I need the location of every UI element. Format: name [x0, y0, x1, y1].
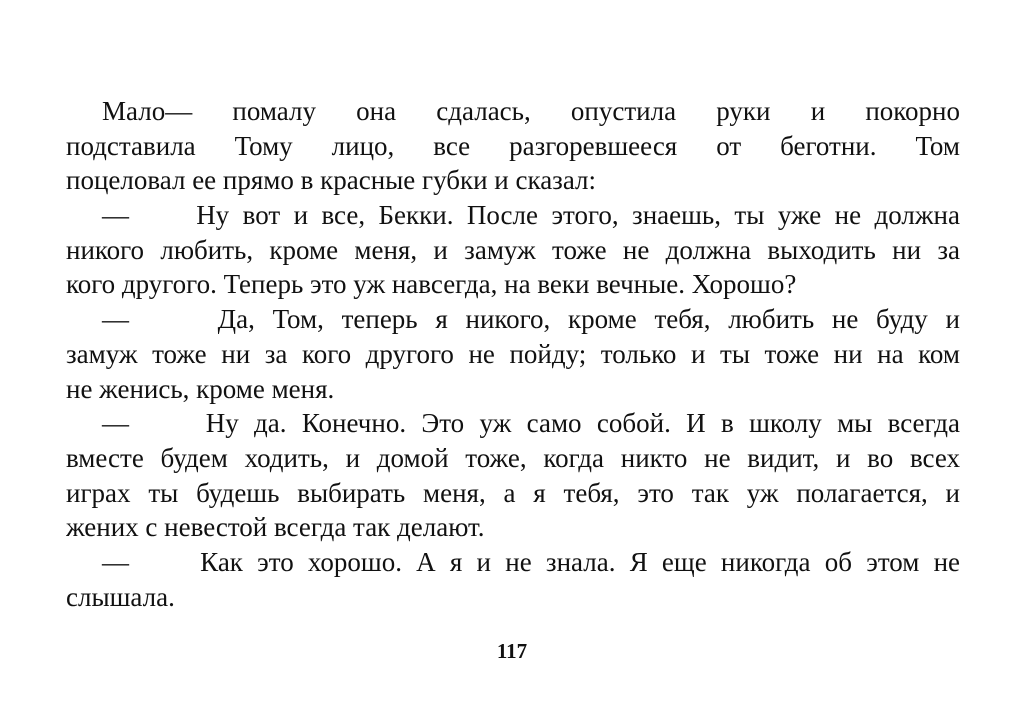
- text-line: — Ну вот и все, Бекки. После этого, знаешь, ты уже не должна: [102, 200, 960, 231]
- text-line: подставила Тому лицо, все разгоревшееся от беготни. Том: [66, 130, 960, 161]
- text-line: замуж тоже ни за кого другого не пойду; только и ты тоже ни на ком: [66, 338, 960, 369]
- text-line: вместе будем ходить, и домой тоже, когда никто не видит, и во всех: [66, 442, 960, 473]
- text-line: — Да, Том, теперь я никого, кроме тебя, любить не буду и: [102, 304, 960, 335]
- text-line: слышала.: [66, 581, 175, 612]
- text-line: Мало— помалу она сдалась, опустила руки и покорно: [102, 96, 960, 126]
- text-line: не женись, кроме меня.: [66, 373, 335, 404]
- text-line: — Как это хорошо. А я и не знала. Я еще никогда об этом не: [102, 546, 960, 577]
- text-line: играх ты будешь выбирать меня, а я тебя, это так уж полагается, и: [66, 477, 960, 508]
- text-line: жених с невестой всегда так делают.: [66, 512, 485, 543]
- text-line: никого любить, кроме меня, и замуж тоже не должна выходить ни за: [66, 234, 960, 265]
- page-number: 117: [496, 639, 528, 663]
- text-line: — Ну да. Конечно. Это уж само собой. И в школу мы всегда: [102, 408, 960, 439]
- page-text: [66, 94, 960, 614]
- text-line: кого другого. Теперь это уж навсегда, на веки вечные. Хорошо?: [66, 269, 797, 300]
- text-line: поцеловал ее прямо в красные губки и сказал:: [66, 165, 597, 196]
